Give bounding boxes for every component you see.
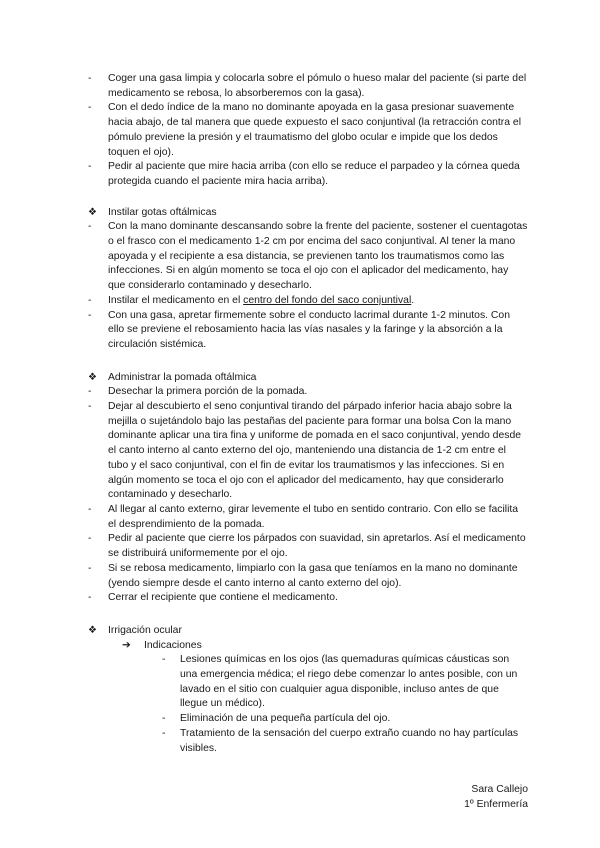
dash-bullet: - xyxy=(88,294,92,306)
subsection-title: Indicaciones xyxy=(144,639,202,651)
dash-bullet: - xyxy=(162,713,166,725)
diamond-bullet-icon: ❖ xyxy=(88,624,97,636)
list-item xyxy=(88,294,528,309)
list-item-text: Coger una gasa limpia y colocarla sobre el pómulo o hueso malar del paciente (si parte del medicamento se rebosa, lo absorberemos con la gasa). xyxy=(108,73,527,99)
list-item-text: Con el dedo índice de la mano no dominante apoyada en la gasa presionar suavemente hacia abajo, de tal manera que quede expuesto el saco conjuntival (la retracción contra el pómulo previene la presión y el traumatismo del globo ocular e impide que los dedos toquen el ojo). xyxy=(108,102,521,158)
list-item xyxy=(88,503,528,532)
dash-bullet: - xyxy=(88,221,92,233)
dash-bullet: - xyxy=(88,102,92,114)
list-item xyxy=(88,220,528,294)
list-item-text: Con una gasa, apretar firmemente sobre el conducto lacrimal durante 1-2 minutos. Con ello se previene el rebosamiento hacia las vías nasales y la faringe y la absorción a la circulación sistémica. xyxy=(108,309,510,350)
list-item xyxy=(88,562,528,591)
section-heading-irrigation xyxy=(88,624,528,639)
diamond-bullet-icon: ❖ xyxy=(88,371,97,383)
list-item-text: Al llegar al canto externo, girar levemente el tubo en sentido contrario. Con ello se facilita el desprendimiento de la pomada. xyxy=(108,503,519,530)
list-item-text: Desechar la primera porción de la pomada. xyxy=(108,386,308,398)
dash-bullet: - xyxy=(88,562,92,574)
dash-bullet: - xyxy=(88,386,92,398)
nested-list-item xyxy=(88,727,528,756)
list-item xyxy=(88,160,528,189)
section-title: Irrigación ocular xyxy=(108,624,182,636)
list-item-text-before: Instilar el medicamento en el xyxy=(108,294,244,306)
author-signature xyxy=(464,782,528,812)
list-item-text: Dejar al descubierto el seno conjuntival tirando del párpado inferior hacia abajo sobre la mejilla o sujetándolo bajo las pestañas del paciente para formar una bolsa Con la mano dominante aplicar una tira fina y uniforme de pomada en el saco conjuntival, yendo desde el canto interno al canto externo del ojo, manteniendo una distancia de 1-2 cm entre el tubo y el saco conjuntival, con el fin de evitar los traumatismos y las infecciones. Si en algún momento se toca el ojo con el aplicador del medicamento, hay que considerarlo contaminado y desecharlo. xyxy=(108,401,521,501)
list-item-text: Eliminación de una pequeña partícula del ojo. xyxy=(180,713,391,725)
section-heading-ointment xyxy=(88,371,528,386)
subsection-heading xyxy=(88,639,528,654)
list-item xyxy=(88,101,528,160)
list-item-text-after: . xyxy=(411,294,415,306)
section-title: Administrar la pomada oftálmica xyxy=(108,371,257,383)
list-item-text: Tratamiento de la sensación del cuerpo extraño cuando no hay partículas visibles. xyxy=(180,727,519,754)
dash-bullet: - xyxy=(88,73,92,84)
nested-list-item xyxy=(88,712,528,727)
dash-bullet: - xyxy=(88,309,92,321)
list-item xyxy=(88,72,528,101)
list-item-text: Pedir al paciente que mire hacia arriba (con ello se reduce el parpadeo y la córnea queda protegida cuando el paciente mira hacia arriba). xyxy=(108,161,520,187)
diamond-bullet-icon: ❖ xyxy=(88,206,97,218)
dash-bullet: - xyxy=(162,654,166,666)
list-item-text: Cerrar el recipiente que contiene el medicamento. xyxy=(108,592,338,604)
dash-bullet: - xyxy=(88,161,92,173)
dash-bullet: - xyxy=(88,533,92,545)
list-item xyxy=(88,385,528,400)
list-item-text: Pedir al paciente que cierre los párpados con suavidad, sin apretarlos. Así el medicamento se distribuirá uniformemente por el ojo. xyxy=(108,533,526,560)
list-item-text: Con la mano dominante descansando sobre la frente del paciente, sostener el cuentagotas o el frasco con el medicamento 1-2 cm por encima del saco conjuntival. Al tener la mano apoyada y el recipiente a esa distancia, se previenen tanto los traumatismos como las infecciones. Si en algún momento se toca el ojo con el aplicador del medicamento, hay que considerarlo contaminado y desecharlo. xyxy=(108,221,528,292)
dash-bullet: - xyxy=(88,592,92,604)
underlined-phrase: centro del fondo del saco conjuntival xyxy=(243,294,412,306)
dash-bullet: - xyxy=(88,401,92,413)
section-title: Instilar gotas oftálmicas xyxy=(108,206,217,218)
arrow-bullet-icon: ➔ xyxy=(122,639,131,651)
author-course: 1º Enfermería xyxy=(464,799,528,810)
section-heading-drops xyxy=(88,206,528,221)
list-item-text: Lesiones químicas en los ojos (las quemaduras químicas cáusticas son una emergencia médica; el riego debe comenzar lo antes posible, con un lavado en el sitio con cualquier agua disponible, incluso antes de que llegue un médico). xyxy=(180,654,518,710)
author-name: Sara Callejo xyxy=(471,784,528,795)
list-item xyxy=(88,309,528,353)
list-item xyxy=(88,591,528,606)
document-body xyxy=(88,72,528,756)
list-item xyxy=(88,532,528,561)
dash-bullet: - xyxy=(88,503,92,515)
dash-bullet: - xyxy=(162,727,166,739)
nested-list-item xyxy=(88,653,528,712)
list-item-text: Si se rebosa medicamento, limpiarlo con la gasa que teníamos en la mano no dominante (yendo siempre desde el canto interno al canto externo del ojo). xyxy=(108,562,518,589)
list-item xyxy=(88,400,528,503)
